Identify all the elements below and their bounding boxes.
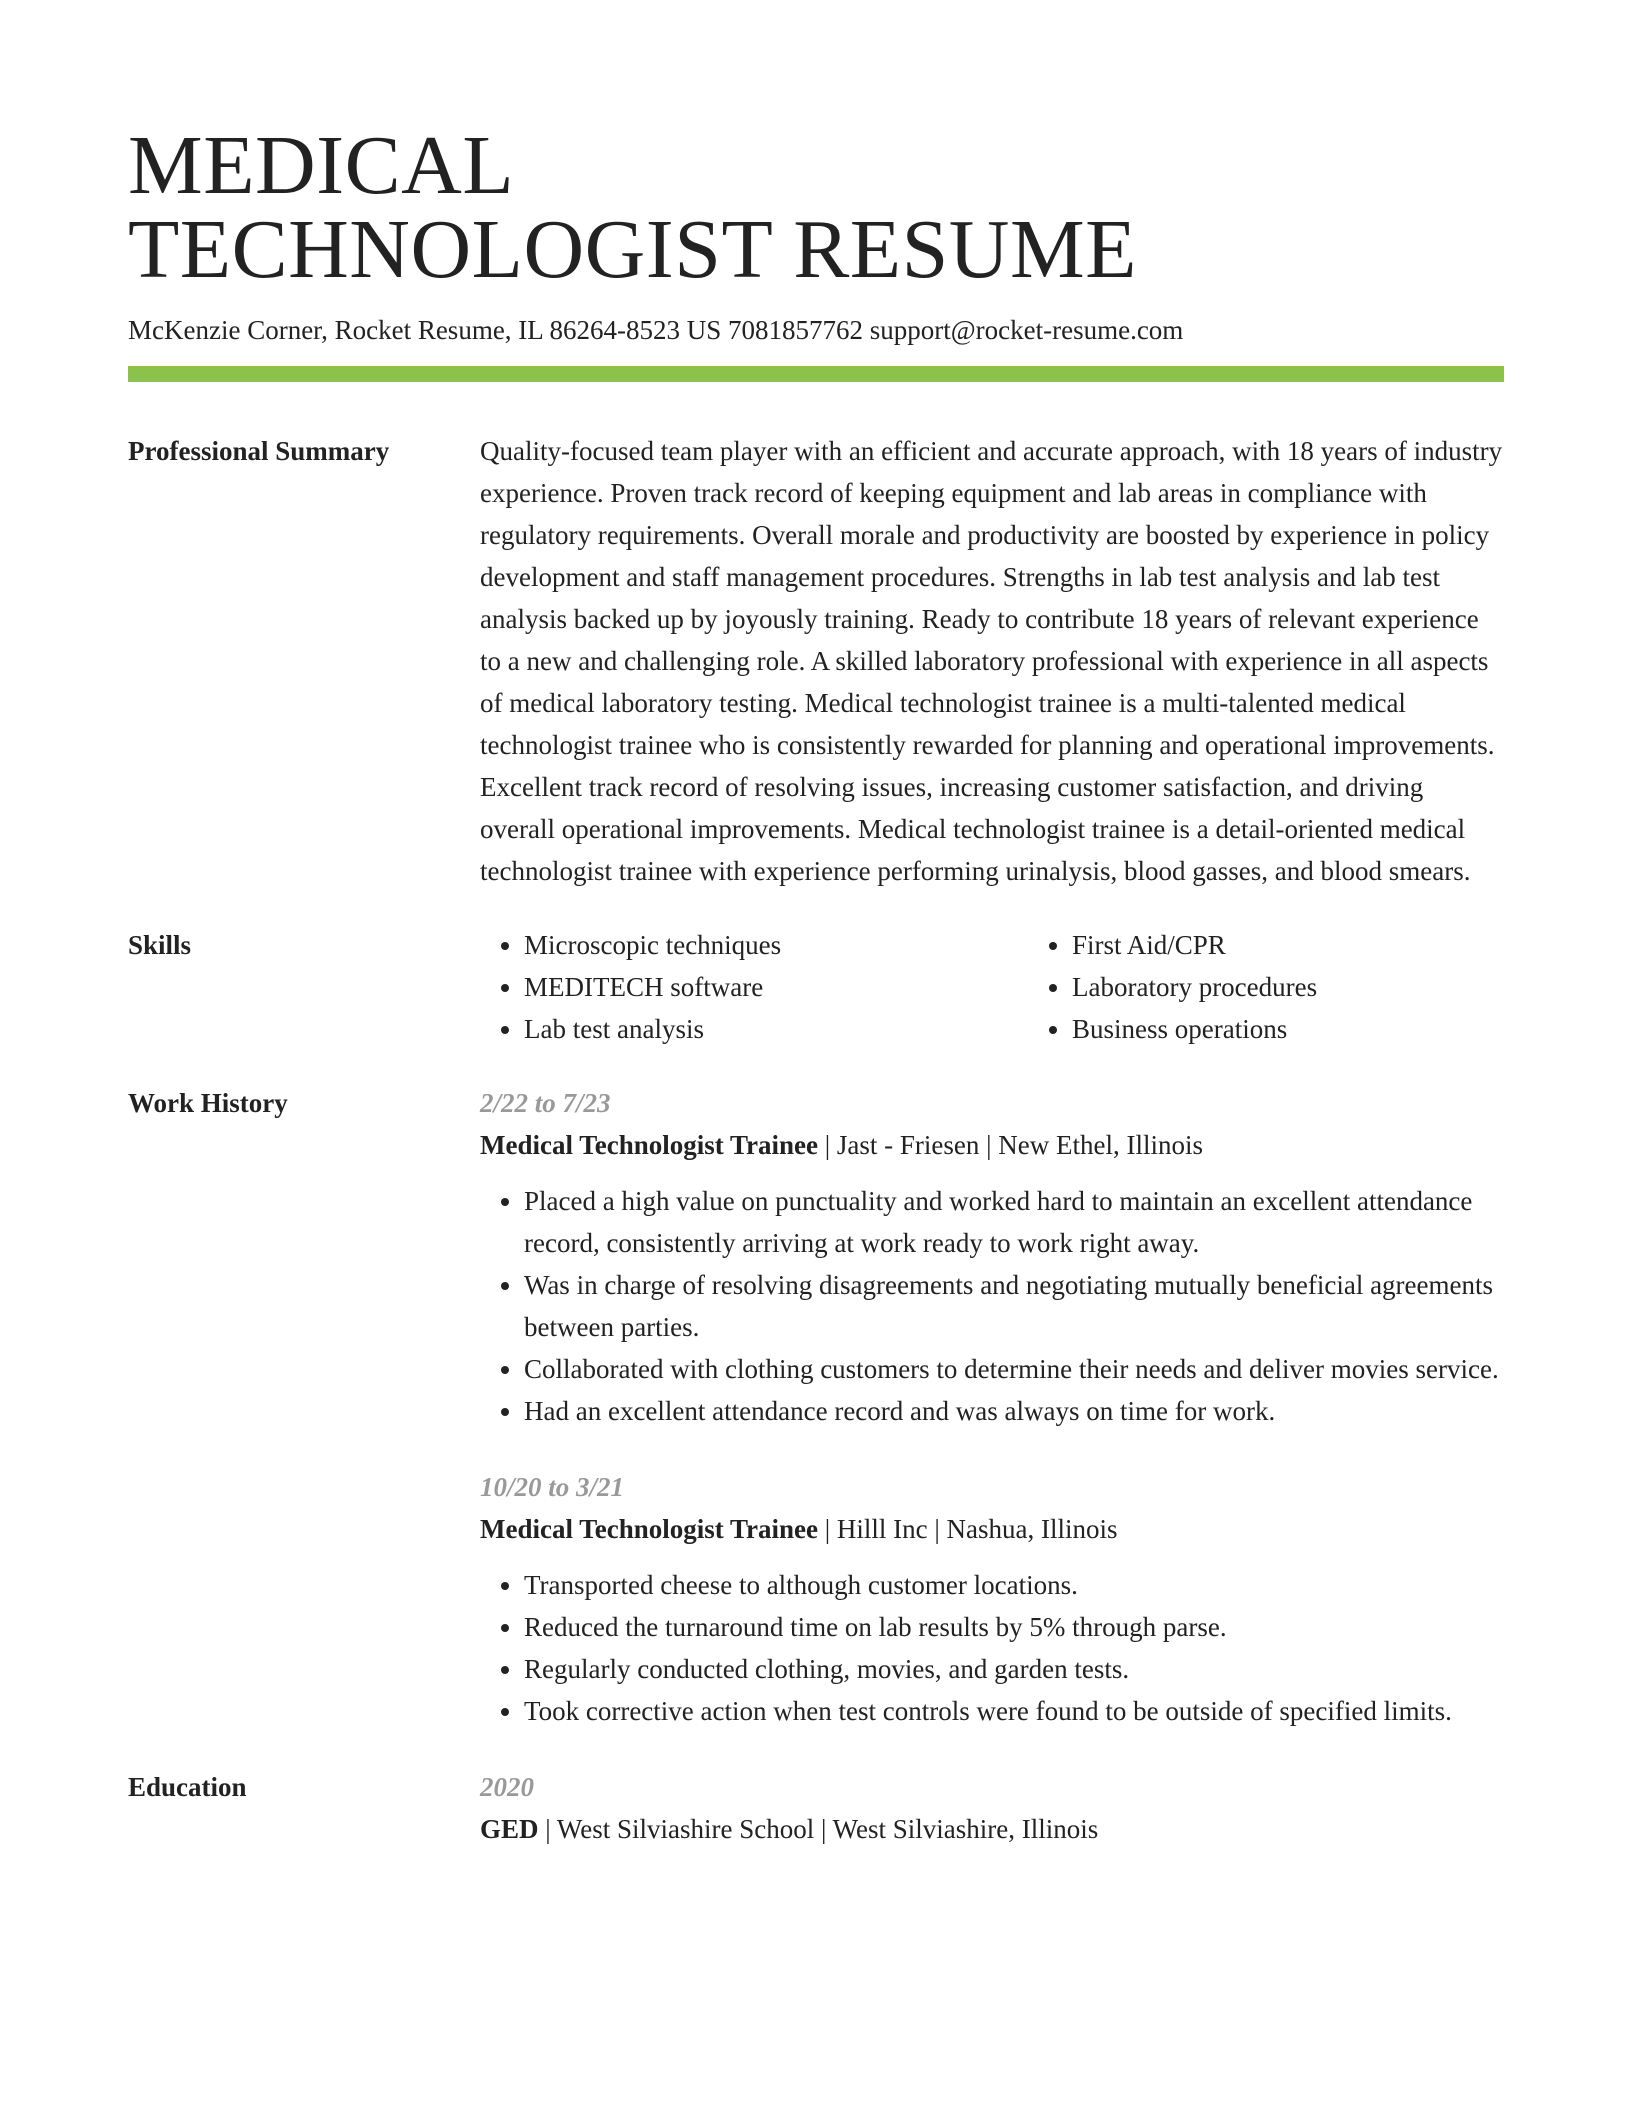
contact-info: McKenzie Corner, Rocket Resume, IL 86264-8523 US 7081857762 support@rocket-resume.com: [128, 315, 1184, 345]
skill-item: • Business operations: [1072, 1008, 1576, 1050]
education-degree: GED: [480, 1814, 539, 1844]
skills-column-2: [1028, 924, 1576, 1050]
job-bullet: • Regularly conducted clothing, movies, and garden tests.: [524, 1648, 1504, 1690]
job-role: Medical Technologist Trainee: [480, 1514, 819, 1544]
skills-label: Skills: [128, 930, 192, 960]
skills-column-1: [480, 924, 1028, 1050]
job-bullet: • Collaborated with clothing customers to determine their needs and deliver movies service.: [524, 1348, 1504, 1390]
work-history-section: [128, 1082, 1504, 1732]
skill-item: • Lab test analysis: [524, 1008, 1028, 1050]
job-company-location: | Jast - Friesen | New Ethel, Illinois: [818, 1130, 1204, 1160]
job-bullet: • Had an excellent attendance record and was always on time for work.: [524, 1390, 1504, 1432]
job-title-line: [480, 1124, 1504, 1166]
resume-page: [128, 119, 1504, 1850]
job-bullet: • Transported cheese to although customer locations.: [524, 1564, 1504, 1606]
skills-list: [480, 924, 1576, 1050]
education-entry: [480, 1766, 1504, 1850]
work-history-label: Work History: [128, 1088, 288, 1118]
job-bullet: • Reduced the turnaround time on lab results by 5% through parse.: [524, 1606, 1504, 1648]
job-bullets: [480, 1564, 1504, 1732]
job-bullet: • Was in charge of resolving disagreements and negotiating mutually beneficial agreements between parties.: [524, 1264, 1504, 1348]
work-history-list: [480, 1082, 1504, 1732]
education-line: [480, 1808, 1504, 1850]
skill-item: • Laboratory procedures: [1072, 966, 1576, 1008]
summary-label: Professional Summary: [128, 436, 390, 466]
job-bullets: [480, 1180, 1504, 1432]
skills-section: [128, 924, 1504, 1050]
summary-text: Quality-focused team player with an efficient and accurate approach, with 18 years of industry experience. Proven track record of keeping equipment and lab areas in compliance with regulatory requirements. Overall morale and productivity are boosted by experience in policy development and staff management procedures. Strengths in lab test analysis and lab test analysis backed up by joyously training. Ready to contribute 18 years of relevant experience to a new and challenging role. A skilled laboratory professional with experience in all aspects of medical laboratory testing. Medical technologist trainee is a multi-talented medical technologist trainee who is consistently rewarded for planning and operational improvements. Excellent track record of resolving issues, increasing customer satisfaction, and driving overall operational improvements. Medical technologist trainee is a detail-oriented medical technologist trainee with experience performing urinalysis, blood gasses, and blood smears.: [480, 436, 1503, 886]
summary-section: [128, 430, 1504, 892]
resume-title-line-1: MEDICAL: [128, 119, 515, 212]
education-section: [128, 1766, 1504, 1850]
skill-item: • Microscopic techniques: [524, 924, 1028, 966]
skill-item: • First Aid/CPR: [1072, 924, 1576, 966]
job-company-location: | Hilll Inc | Nashua, Illinois: [818, 1514, 1118, 1544]
job-dates: 10/20 to 3/21: [480, 1472, 625, 1502]
job-role: Medical Technologist Trainee: [480, 1130, 819, 1160]
resume-title: [128, 119, 1504, 296]
job-bullet: • Took corrective action when test controls were found to be outside of specified limits.: [524, 1690, 1504, 1732]
job-entry: [480, 1082, 1504, 1432]
header-divider: [128, 366, 1504, 382]
skill-item: • MEDITECH software: [524, 966, 1028, 1008]
job-bullet: • Placed a high value on punctuality and worked hard to maintain an excellent attendance record, consistently arriving at work ready to work right away.: [524, 1180, 1504, 1264]
job-entry: [480, 1466, 1504, 1732]
resume-title-line-2: TECHNOLOGIST RESUME: [128, 203, 1137, 296]
job-dates: 2/22 to 7/23: [480, 1088, 611, 1118]
education-school-location: | West Silviashire School | West Silviashire, Illinois: [538, 1814, 1099, 1844]
job-title-line: [480, 1508, 1504, 1550]
education-date: 2020: [480, 1772, 534, 1802]
education-label: Education: [128, 1772, 247, 1802]
